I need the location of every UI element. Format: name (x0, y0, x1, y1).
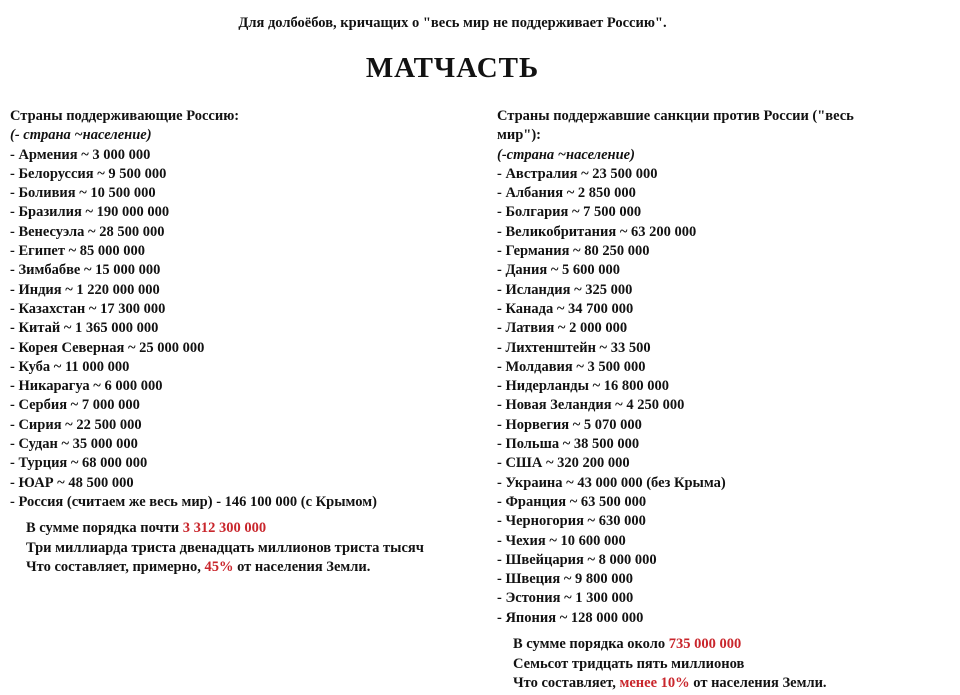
country-list-item: - Норвегия ~ 5 070 000 (497, 416, 642, 433)
country-list-item: - Польша ~ 38 500 000 (497, 436, 640, 453)
country-list-item: - Франция ~ 63 500 000 (497, 493, 647, 510)
country-list-item: - Куба ~ 11 000 000 (10, 358, 130, 375)
country-list-item: - Австралия ~ 23 500 000 (497, 165, 658, 182)
highlighted-value: 45% (204, 559, 234, 576)
country-list-item: - Судан ~ 35 000 000 (10, 436, 138, 453)
summary-text: В сумме порядка около (513, 636, 669, 653)
country-list-item: - Великобритания ~ 63 200 000 (497, 223, 697, 240)
page-title: МАТЧАСТЬ (365, 52, 540, 84)
highlighted-value: менее 10% (619, 675, 690, 692)
columns-container (10, 107, 895, 694)
country-list-item: - Япония ~ 128 000 000 (497, 609, 644, 626)
country-list-item: - Россия (считаем же весь мир) - 146 100 000 (с Крымом) (10, 493, 377, 510)
country-list-item: - Чехия ~ 10 600 000 (497, 532, 626, 549)
country-list-item: - Боливия ~ 10 500 000 (10, 185, 156, 202)
country-list-item: - ЮАР ~ 48 500 000 (10, 474, 134, 491)
summary-text: В сумме порядка почти (26, 520, 183, 537)
pro-russia-summary (10, 519, 497, 578)
country-list-item: - Зимбабве ~ 15 000 000 (10, 262, 161, 279)
country-list-item: - Швеция ~ 9 800 000 (497, 571, 633, 588)
country-list-item: - Лихтенштейн ~ 33 500 (497, 339, 651, 356)
country-list-item: - Корея Северная ~ 25 000 000 (10, 339, 205, 356)
summary-line (513, 655, 895, 675)
summary-text: от населения Земли. (233, 559, 371, 576)
summary-text: Что составляет, (513, 675, 620, 692)
country-list-item: - Нидерланды ~ 16 800 000 (497, 378, 669, 395)
country-list-item: - Белоруссия ~ 9 500 000 (10, 165, 167, 182)
disclaimer-line: Для долбоёбов, кричащих о "весь мир не поддерживает Россию". (238, 15, 667, 31)
country-list-item: - Германия ~ 80 250 000 (497, 243, 650, 260)
country-list-item: - Сербия ~ 7 000 000 (10, 397, 140, 414)
country-list-item: - Черногория ~ 630 000 (497, 513, 646, 530)
country-list-item: - Никарагуа ~ 6 000 000 (10, 378, 163, 395)
sanctions-column (497, 107, 895, 694)
summary-text: Семьсот тридцать пять миллионов (513, 655, 745, 672)
highlighted-value: 3 312 300 000 (182, 520, 267, 537)
country-list-item: - Молдавия ~ 3 500 000 (497, 358, 646, 375)
country-list-item: - Венесуэла ~ 28 500 000 (10, 223, 165, 240)
summary-line (26, 558, 497, 578)
country-list-item: - Канада ~ 34 700 000 (497, 300, 634, 317)
country-list-item: - Турция ~ 68 000 000 (10, 455, 148, 472)
sanctions-summary (497, 635, 895, 694)
country-list-item: - Болгария ~ 7 500 000 (497, 204, 642, 221)
country-list-item: - Казахстан ~ 17 300 000 (10, 300, 166, 317)
summary-text: от населения Земли. (689, 675, 827, 692)
sanctions-legend: (-страна ~население) (497, 146, 635, 163)
country-list-item: - США ~ 320 200 000 (497, 455, 630, 472)
summary-line (26, 539, 497, 559)
country-list-item: - Китай ~ 1 365 000 000 (10, 320, 159, 337)
pro-russia-country-list (10, 146, 497, 513)
country-list-item: - Новая Зеландия ~ 4 250 000 (497, 397, 685, 414)
sanctions-heading: Страны поддержавшие санкции против России ("весь мир"): (497, 108, 854, 144)
country-list-item: - Индия ~ 1 220 000 000 (10, 281, 160, 298)
sanctions-country-list (497, 165, 895, 628)
country-list-item: - Швейцария ~ 8 000 000 (497, 551, 657, 568)
country-list-item: - Дания ~ 5 600 000 (497, 262, 621, 279)
pro-russia-legend: (- страна ~население) (10, 127, 152, 144)
country-list-item: - Албания ~ 2 850 000 (497, 185, 636, 202)
country-list-item: - Египет ~ 85 000 000 (10, 243, 146, 260)
country-list-item: - Бразилия ~ 190 000 000 (10, 204, 170, 221)
country-list-item: - Сирия ~ 22 500 000 (10, 416, 142, 433)
country-list-item: - Армения ~ 3 000 000 (10, 146, 151, 163)
highlighted-value: 735 000 000 (668, 636, 742, 653)
summary-text: Три миллиарда триста двенадцать миллионов триста тысяч (26, 539, 424, 556)
country-list-item: - Эстония ~ 1 300 000 (497, 590, 634, 607)
summary-line (513, 635, 895, 655)
summary-text: Что составляет, примерно, (26, 559, 205, 576)
summary-line (513, 674, 895, 694)
country-list-item: - Латвия ~ 2 000 000 (497, 320, 628, 337)
pro-russia-column (10, 107, 497, 578)
summary-line (26, 519, 497, 539)
country-list-item: - Исландия ~ 325 000 (497, 281, 633, 298)
country-list-item: - Украина ~ 43 000 000 (без Крыма) (497, 474, 726, 491)
pro-russia-heading: Страны поддерживающие Россию: (10, 108, 240, 124)
